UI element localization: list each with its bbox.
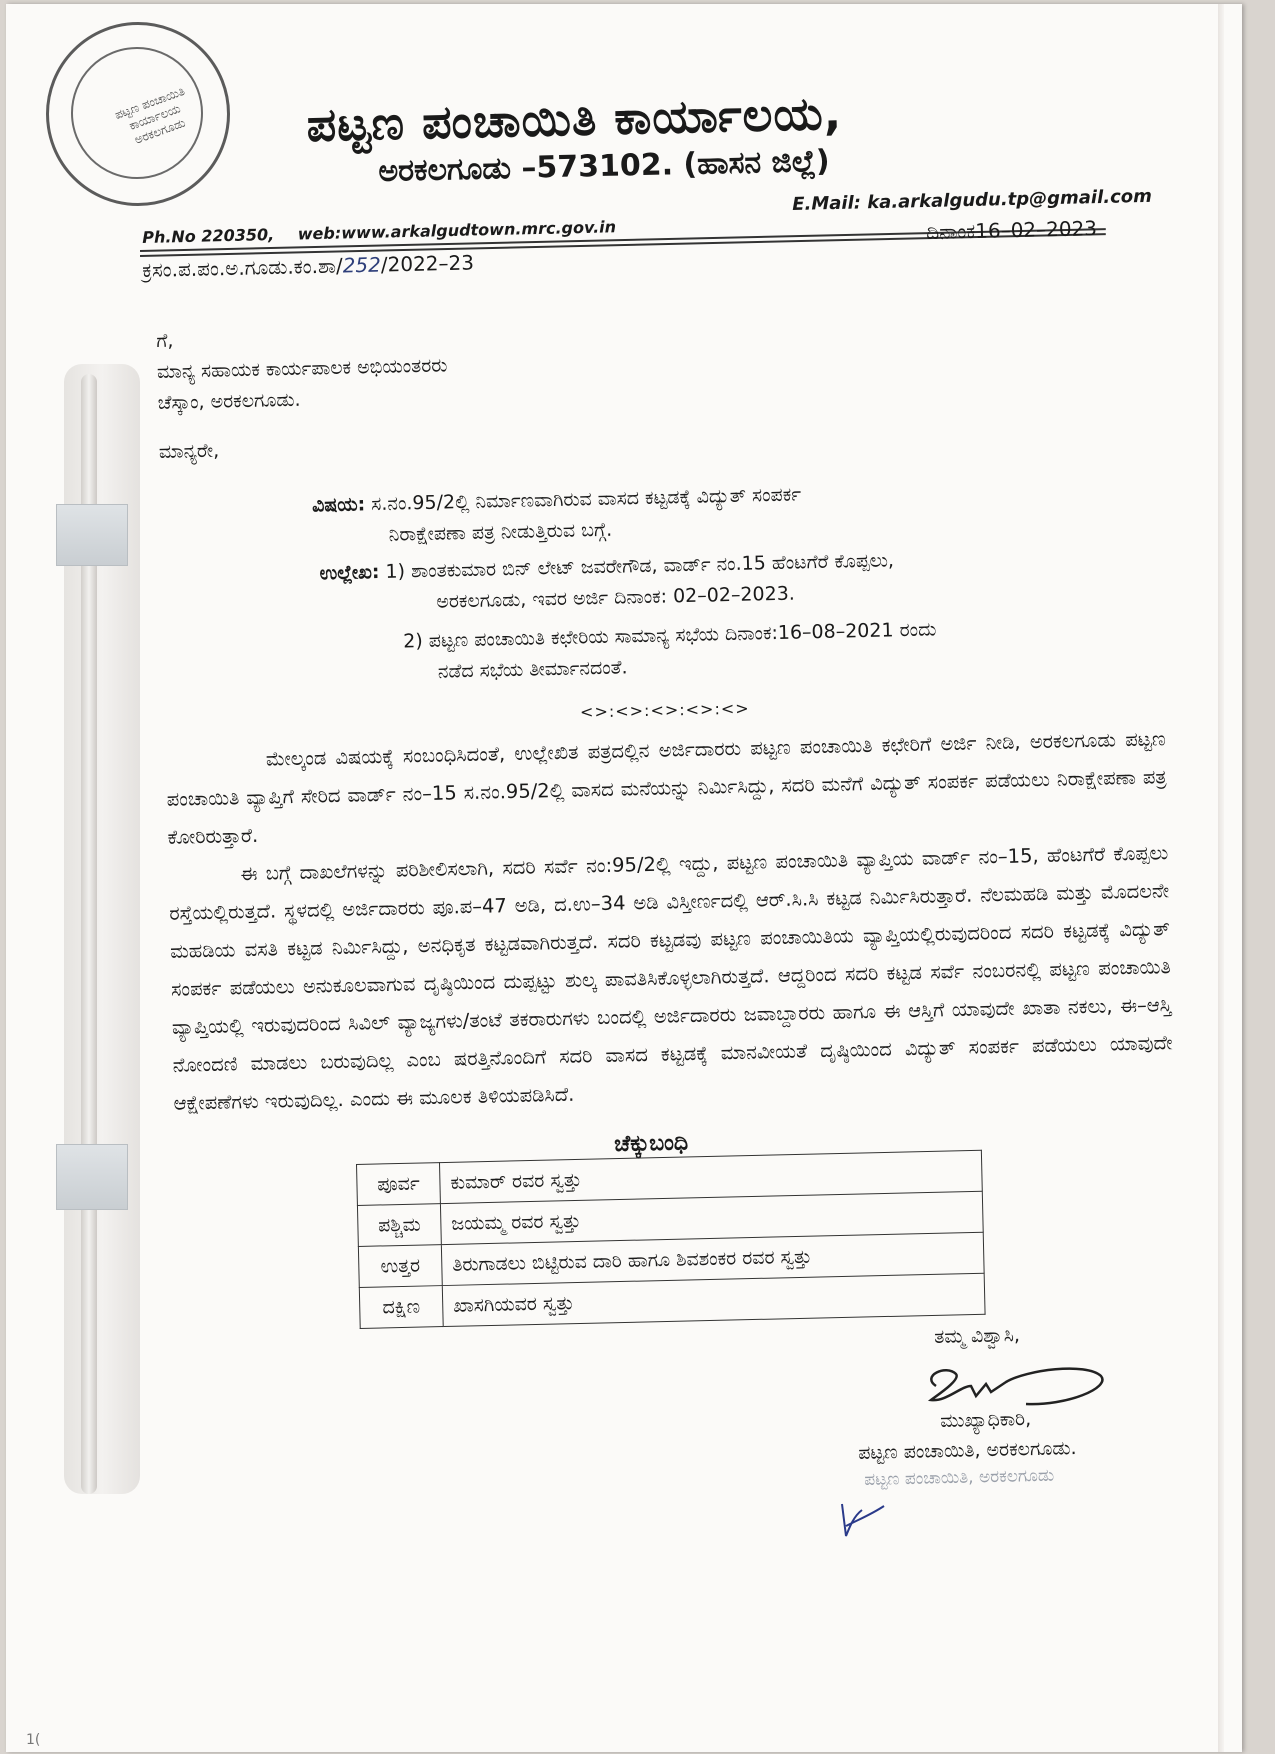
seal-text: ಪಟ್ಟಣ ಪಂಚಾಯಿತಿ ಕಾರ್ಯಾಲಯ ಅರಕಲಗೂಡು xyxy=(112,83,188,147)
references-block xyxy=(319,539,1164,690)
reference-1-line1: ಶಾಂತಕುಮಾರ ಬಿನ್ ಲೇಟ್ ಜವರೇಗೌಡ, ವಾರ್ಡ್ ನಂ.15 ಹೆಂಟಗೆರೆ ಕೊಪ್ಪಲು, xyxy=(410,549,895,583)
subject-line1: ಸ.ನಂ.95/2ಲ್ಲಿ ನಿರ್ಮಾಣವಾಗಿರುವ ವಾಸದ ಕಟ್ಟಡಕ್ಕೆ ವಿದ್ಯುತ್ ಸಂಪರ್ಕ xyxy=(371,483,802,516)
subject-block xyxy=(312,471,1161,552)
paragraph-1: ಮೇಲ್ಕಂಡ ವಿಷಯಕ್ಕೆ ಸಂಬಂಧಿಸಿದಂತೆ, ಉಲ್ಲೇಖಿತ ಪತ್ರದಲ್ಲಿನ ಅರ್ಜಿದಾರರು ಪಟ್ಟಣ ಪಂಚಾಯಿತಿ ಕಛೇರಿಗೆ ಅರ್ಜಿ ನೀಡಿ, ಅರಕಲಗೂಡು ಪಟ್ಟಣ ಪಂಚಾಯಿತಿ ವ್ಯಾಪ್ತಿಗೆ ಸೇರಿದ ವಾರ್ಡ್ ನಂ–15 ಸ.ನಂ.95/2ಲ್ಲಿ ವಾಸದ ಮನೆಯನ್ನು ನಿರ್ಮಿಸಿದ್ದು, ಸದರಿ ಮನೆಗೆ ವಿದ್ಯುತ್ ಸಂಪರ್ಕ ಪಡೆಯಲು ನಿರಾಕ್ಷೇಪಣಾ ಪತ್ರ ಕೋರಿರುತ್ತಾರೆ. xyxy=(166,727,1167,849)
letter-date: ದಿನಾಂಕ16–02–2023 xyxy=(926,216,1098,244)
salutation: ಮಾನ್ಯರೇ, xyxy=(158,439,220,463)
reference-1-number: 1) xyxy=(385,560,406,583)
boundary-title: ಚೆಕ್ಕುಬಂಧಿ xyxy=(614,1130,689,1157)
reference-1-line2: ಅರಕಲಗೂಡು, ಇವರ ಅರ್ಜಿ ದಿನಾಂಕ: 02–02–2023. xyxy=(436,582,796,613)
boundary-direction: ಉತ್ತರ xyxy=(358,1245,442,1288)
boundary-owner: ಕುಮಾರ್ ರವರ ಸ್ವತ್ತು xyxy=(439,1150,982,1203)
corner-mark: 1( xyxy=(26,1732,41,1748)
recipient-line1: ಮಾನ್ಯ ಸಹಾಯಕ ಕಾರ್ಯಪಾಲಕ ಅಭಿಯಂತರರು xyxy=(156,354,448,383)
references-label: ಉಲ್ಲೇಖ: xyxy=(319,560,380,585)
paragraph-2: ಈ ಬಗ್ಗೆ ದಾಖಲೆಗಳನ್ನು ಪರಿಶೀಲಿಸಲಾಗಿ, ಸದರಿ ಸರ್ವೆ ನಂ:95/2ಲ್ಲಿ ಇದ್ದು, ಪಟ್ಟಣ ಪಂಚಾಯಿತಿ ವ್ಯಾಪ್ತಿಯ ವಾರ್ಡ್ ನಂ–15, ಹೆಂಟಗೆರೆ ಕೊಪ್ಪಲು ರಸ್ತೆಯಲ್ಲಿರುತ್ತದೆ. ಸ್ಥಳದಲ್ಲಿ ಅರ್ಜಿದಾರರು ಪೂ.ಪ–47 ಅಡಿ, ದ.ಉ–34 ಅಡಿ ವಿಸ್ತೀರ್ಣದಲ್ಲಿ ಆರ್.ಸಿ.ಸಿ ಕಟ್ಟಡ ನಿರ್ಮಿಸಿರುತ್ತಾರೆ. ನೆಲಮಹಡಿ ಮತ್ತು ಮೊದಲನೇ ಮಹಡಿಯ ವಸತಿ ಕಟ್ಟಡ ನಿರ್ಮಿಸಿದ್ದು, ಅನಧಿಕೃತ ಕಟ್ಟಡವಾಗಿರುತ್ತದೆ. ಸದರಿ ಕಟ್ಟಡವು ಪಟ್ಟಣ ಪಂಚಾಯಿತಿಯ ವ್ಯಾಪ್ತಿಯಲ್ಲಿರುವುದರಿಂದ ಸದರಿ ಕಟ್ಟಡಕ್ಕೆ ವಿದ್ಯುತ್ ಸಂಪರ್ಕ ಪಡೆಯಲು ಅನುಕೂಲವಾಗುವ ದೃಷ್ಠಿಯಿಂದ ದುಪ್ಪಟ್ಟು ಶುಲ್ಕ ಪಾವತಿಸಿಕೊಳ್ಳಲಾಗಿರುತ್ತದೆ. ಆದ್ದರಿಂದ ಸದರಿ ಕಟ್ಟಡ ಸರ್ವೆ ನಂಬರನಲ್ಲಿ ಪಟ್ಟಣ ಪಂಚಾಯಿತಿ ವ್ಯಾಪ್ತಿಯಲ್ಲಿ ಇರುವುದರಿಂದ ಸಿವಿಲ್ ವ್ಯಾಜ್ಯಗಳು/ತಂಟೆ ತಕರಾರುಗಳು ಬಂದಲ್ಲಿ ಅರ್ಜಿದಾರರು ಜವಾಬ್ದಾರರು ಹಾಗೂ ಈ ಆಸ್ತಿಗೆ ಯಾವುದೇ ಖಾತಾ ನಕಲು, ಈ–ಆಸ್ತಿ ನೋಂದಣಿ ಮಾಡಲು ಬರುವುದಿಲ್ಲ ಎಂಬ ಷರತ್ತಿನೊಂದಿಗೆ ಸದರಿ ವಾಸದ ಕಟ್ಟಡಕ್ಕೆ ಮಾನವೀಯತೆ ದೃಷ್ಠಿಯಿಂದ ವಿದ್ಯುತ್ ಸಂಪರ್ಕ ಪಡೆಯಲು ಯಾವುದೇ ಆಕ್ಷೇಪಣೆಗಳು ಇರುವುದಿಲ್ಲ. ಎಂದು ಈ ಮೂಲಕ ತಿಳಿಯಪಡಿಸಿದೆ. xyxy=(169,841,1173,1115)
office-seal xyxy=(46,22,230,206)
boundary-owner: ಖಾಸಗಿಯವರ ಸ್ವತ್ತು xyxy=(442,1273,985,1326)
reference-2-line2: ನಡೆದ ಸಭೆಯ ತೀರ್ಮಾನದಂತೆ. xyxy=(437,656,628,683)
boundary-owner: ಜಯಮ್ಮ ರವರ ಸ್ವತ್ತು xyxy=(440,1191,983,1244)
office-phone: Ph.No 220350, xyxy=(142,225,275,247)
boundary-table xyxy=(356,1150,986,1329)
office-name: ಪಟ್ಟಣ ಪಂಚಾಯಿತಿ ಕಾರ್ಯಾಲಯ, xyxy=(306,85,843,152)
reference-handwritten-number: 252 xyxy=(342,252,382,278)
office-address: ಅರಕಲಗೂಡು –573102. (ಹಾಸನ ಜಿಲ್ಲೆ) xyxy=(378,143,831,189)
page-edge xyxy=(1218,4,1224,1752)
closing-yours: ತಮ್ಮ ವಿಶ್ವಾಸಿ, xyxy=(934,1324,1021,1348)
signatory-office: ಪಟ್ಟಣ ಪಂಚಾಯಿತಿ, ಅರಕಲಗೂಡು. xyxy=(858,1437,1077,1464)
recipient-line2: ಚೆಸ್ಕಾಂ, ಅರಕಲಗೂಡು. xyxy=(157,388,301,414)
recipient-to: ಗೆ, xyxy=(156,329,174,352)
boundary-direction: ದಕ್ಷಿಣ xyxy=(359,1286,443,1329)
subject-label: ವಿಷಯ: xyxy=(311,493,366,517)
letter-body xyxy=(156,303,1174,1122)
reference-prefix: ಕ್ರಸಂ.ಪ.ಪಂ.ಅ.ಗೂಡು.ಕಂ.ಶಾ/ xyxy=(142,253,343,282)
subject-line2: ನಿರಾಕ್ಷೇಪಣಾ ಪತ್ರ ನೀಡುತ್ತಿರುವ ಬಗ್ಗೆ. xyxy=(388,518,613,546)
binder-clip-top xyxy=(56,504,128,566)
boundary-owner: ತಿರುಗಾಡಲು ಬಿಟ್ಟಿರುವ ದಾರಿ ಹಾಗೂ ಶಿವಶಂಕರ ರವರ ಸ್ವತ್ತು xyxy=(441,1232,984,1285)
reference-2-line1: ಪಟ್ಟಣ ಪಂಚಾಯಿತಿ ಕಛೇರಿಯ ಸಾಮಾನ್ಯ ಸಭೆಯ ದಿನಾಂಕ:16–08–2021 ರಂದು xyxy=(428,618,937,652)
binder-clip-bottom xyxy=(56,1144,128,1210)
document-page xyxy=(6,4,1242,1752)
reference-2-number: 2) xyxy=(402,630,423,653)
signature-icon xyxy=(916,1356,1116,1416)
signatory-designation: ಮುಖ್ಯಾಧಿಕಾರಿ, xyxy=(940,1407,1032,1432)
boundary-direction: ಪೂರ್ವ xyxy=(357,1163,441,1206)
reference-suffix: /2022–23 xyxy=(380,250,475,277)
initial-icon xyxy=(832,1496,892,1546)
section-separator: <>:<>:<>:<>:<> xyxy=(579,698,750,722)
boundary-direction: ಪಶ್ಚಿಮ xyxy=(357,1204,441,1247)
contact-line xyxy=(142,217,634,247)
office-website: web:www.arkalgudtown.mrc.gov.in xyxy=(297,217,617,244)
stamp-ghost-text: ಪಟ್ಟಣ ಪಂಚಾಯಿತಿ, ಅರಕಲಗೂಡು xyxy=(864,1465,1055,1490)
office-email: E.Mail: ka.arkalgudu.tp@gmail.com xyxy=(792,185,1153,215)
